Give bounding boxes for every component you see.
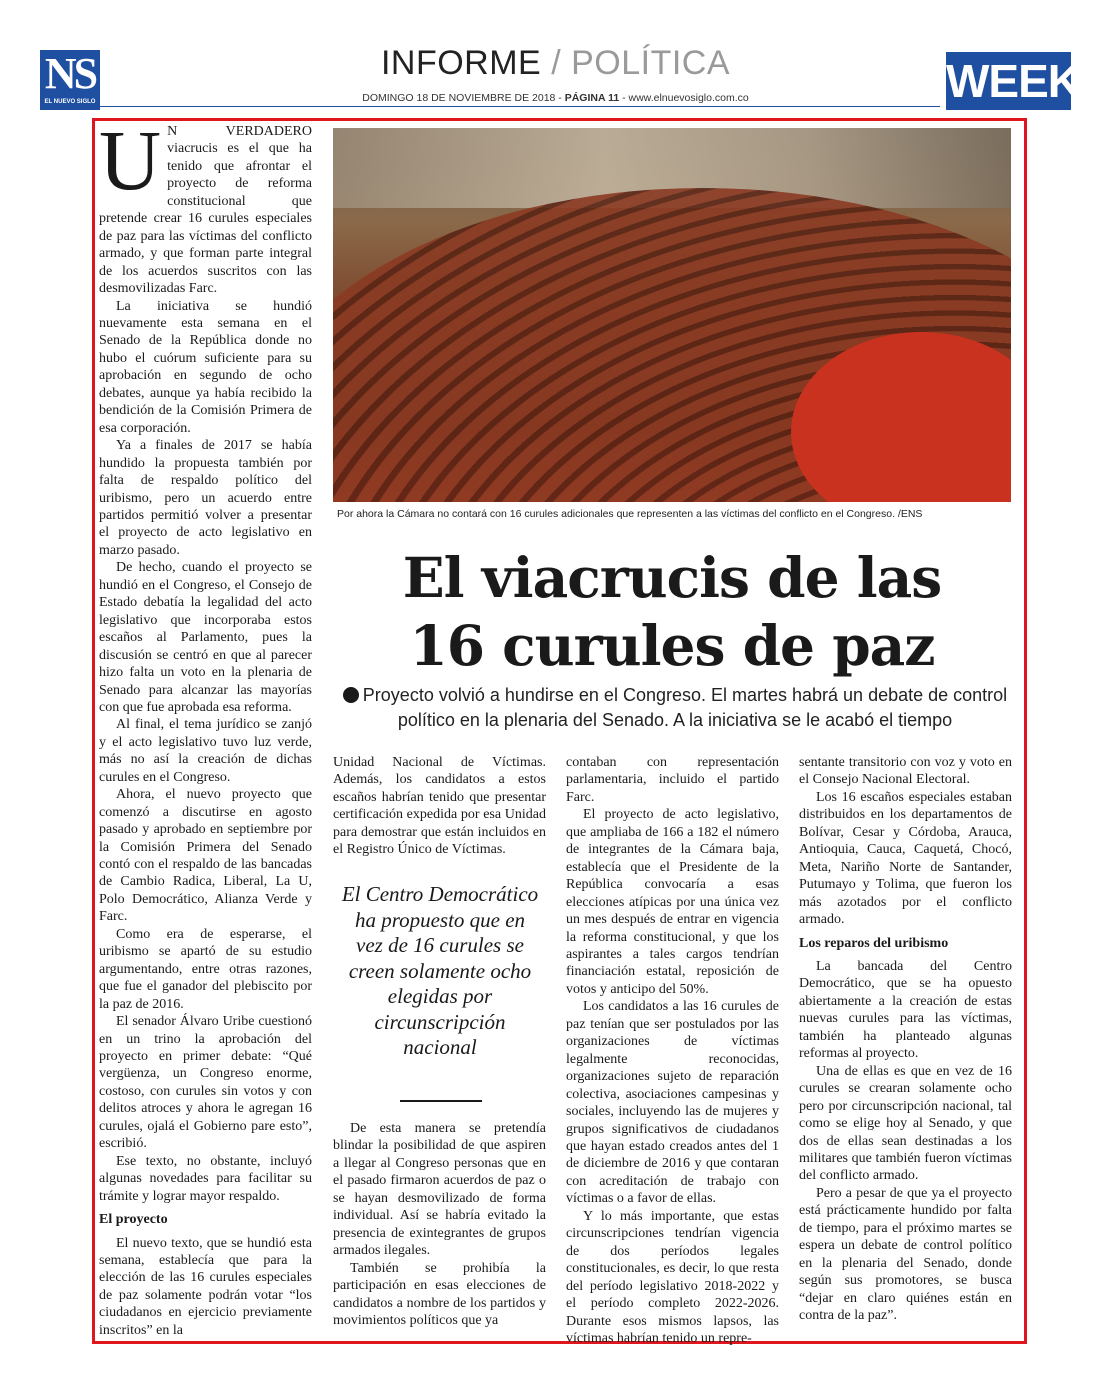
- congress-photo: [333, 128, 1011, 502]
- paragraph: Los candidatos a las 16 curules de paz tenían que ser postulados por las organizaciones de víctimas legalmente reconocidas, organizaciones sujeto de reparación colectiva, asociaciones campesinas y sociales, incluyendo las de mujeres y grupos significativos de ciudadanos que hayan estado creados antes del 1 de diciembre de 2016 y que contaran con acreditación de trabajo con víctimas o a favor de ellas.: [566, 999, 779, 1207]
- logo-letters: NS: [44, 49, 96, 98]
- article-column-3: [566, 754, 779, 1347]
- section-title: [0, 44, 1111, 83]
- paragraph: Y lo más importante, que estas circunscripciones tendrían vigencia de dos períodos legales constitucionales, es decir, lo que resta del período legislativo 2018-2022 y el período completo 2022-2026. Durante esos mismos lapsos, las víctimas habrían tenido un repre-: [566, 1208, 779, 1346]
- article-column-4: [799, 754, 1012, 1325]
- paragraph: También se prohibía la participación en esas elecciones de candidatos a nombre de los partidos y movimientos políticos que ya: [333, 1260, 546, 1328]
- subsection-name: POLÍTICA: [571, 44, 731, 82]
- paragraph: El proyecto de acto legislativo, que ampliaba de 166 a 182 el número de integrantes de la Cámara baja, establecía que el Presidente de la República convocaría a esas elecciones atípicas por una única vez un mes después de entrar en vigencia la reforma constitucional, y que los aspirantes a tales cargos tendrían financiación estatal, reposición de votos y anticipo del 50%.: [566, 807, 779, 997]
- article-column-2-lower: [333, 1120, 546, 1329]
- paragraph: De hecho, cuando el proyecto se hundió en el Congreso, el Consejo de Estado debatía la legalidad del acto legislativo que incorporaba estos escaños al Parlamento, pues la discusión se centró en que al parecer hizo falta un voto en la plenaria de Senado para alcanzar las mayorías con que fue aprobada esa reforma.: [99, 560, 312, 715]
- paragraph: De esta manera se pretendía blindar la posibilidad de que aspiren a llegar al Congreso personas que en el pasado firmaron acuerdos de paz o se hayan desmovilizado de forma individual. Así se habría evitado la presencia de exintegrantes de grupos armados ilegales.: [333, 1121, 546, 1259]
- paragraph: Como era de esperarse, el uribismo se apartó de su estudio argumentando, entre otras razones, que fue el ganador del plebiscito por la paz de 2016.: [99, 926, 312, 1012]
- paragraph: El nuevo texto, que se hundió esta semana, establecía que para la elección de las 16 curules especiales de paz solamente podrán votar “los ciudadanos en ejercicio previamente inscritos” en la: [99, 1235, 312, 1338]
- logo-subtext: EL NUEVO SIGLO: [44, 99, 96, 105]
- photo-caption: Por ahora la Cámara no contará con 16 curules adicionales que representen a las víctimas del conflicto en el Congreso. /ENS: [337, 508, 923, 520]
- page-number: PÁGINA 11: [564, 92, 620, 104]
- paragraph: Ahora, el nuevo proyecto que comenzó a discutirse en agosto pasado y aprobado en septiembre por la Comisión Primera del Senado contó con el respaldo de las bancadas de Cambio Radica, Liberal, La U, Polo Democrático, Alianza Verde y Farc.: [99, 787, 312, 925]
- article-column-1: [99, 112, 312, 1339]
- bullet-icon: [343, 687, 359, 703]
- paragraph: La iniciativa se hundió nuevamente esta semana en el Senado de la República donde no hubo el cuórum suficiente para su aprobación en segundo de ocho debates, aunque ya había recibido la bendición de la Comisión Primera de esa corporación.: [99, 298, 312, 436]
- drop-cap: U: [99, 112, 162, 208]
- paragraph: Al final, el tema jurídico se zanjó y el acto legislativo tuvo luz verde, más no así la creación de dichas curules en el Congreso.: [99, 717, 312, 785]
- paragraph: El senador Álvaro Uribe cuestionó en un trino la aprobación del proyecto en primer debate: “Qué vergüenza, un Congreso enorme, costoso, con curules sin votos y con delitos atroces y ahora le agregan 16 curules, ojalá el Gobierno pare esto”, escribió.: [99, 1014, 312, 1152]
- paragraph: Pero a pesar de que ya el proyecto está prácticamente hundido por falta de tiempo, para el próximo martes se espera un debate de control político en la plenaria del Senado, donde según sus promotores, se busca “dejar en claro quiénes están en contra de la paz”.: [799, 1185, 1012, 1324]
- paragraph: Unidad Nacional de Víctimas. Además, los candidatos a estos escaños habrían tenido que presentar certificación expedida por esa Unidad para demostrar que están incluidos en el Registro Único de Víctimas.: [333, 755, 546, 858]
- week-badge: WEEK: [946, 52, 1071, 110]
- paragraph: Ese texto, no obstante, incluyó algunas novedades para facilitar su trámite y lograr mayor respaldo.: [99, 1153, 312, 1204]
- dateline: [0, 92, 1111, 104]
- paragraph: Los 16 escaños especiales estaban distribuidos en los departamentos de Bolívar, Cesar y Córdoba, Arauca, Antioquia, Cauca, Caquetá, Chocó, Meta, Nariño Norte de Santander, Putumayo y Tolima, que fueron los más azotados por el conflicto armado.: [799, 789, 1012, 928]
- headline-line-1: El viacrucis de las: [402, 545, 942, 610]
- website-link[interactable]: - www.elnuevosiglo.com.co: [619, 92, 749, 104]
- section-name: INFORME: [380, 44, 542, 82]
- subhead-el-proyecto: El proyecto: [99, 1212, 168, 1228]
- lead-text: N VERDADERO viacrucis es el que ha tenido que afrontar el proyecto de reforma constitucional que pretende crear 16 curules especiales de paz para las víctimas del conflicto armado, y que forman parte integral de los acuerdos suscritos con las desmovilizadas Farc.: [99, 124, 312, 297]
- lead-paragraph: [99, 112, 312, 298]
- paragraph: Una de ellas es que en vez de 16 curules se crearan solamente ocho pero por circunscripción nacional, tal como se elige hoy al Senado, y que dos de ellas sean destinadas a los militares que también fueron víctimas del conflicto armado.: [799, 1063, 1012, 1184]
- header-divider: [100, 106, 940, 107]
- article-deck: [336, 683, 1014, 733]
- date-text: DOMINGO 18 DE NOVIEMBRE DE 2018 -: [362, 92, 565, 104]
- paragraph: Ya a finales de 2017 se había hundido la propuesta también por falta de respaldo político del uribismo, pero un acuerdo entre partidos permitió volver a presentar el proyecto de acto legislativo en marzo pasado.: [99, 438, 312, 558]
- subhead-reparos-uribismo: Los reparos del uribismo: [799, 935, 949, 951]
- headline-line-2: 16 curules de paz: [409, 613, 935, 678]
- paragraph: sentante transitorio con voz y voto en el Consejo Nacional Electoral.: [799, 755, 1012, 788]
- deck-text: Proyecto volvió a hundirse en el Congreso. El martes habrá un debate de control político en la plenaria del Senado. A la iniciativa se le acabó el tiempo: [362, 685, 1008, 730]
- paragraph: contaban con representación parlamentaria, incluido el partido Farc.: [566, 755, 779, 805]
- article-column-2: [333, 754, 546, 859]
- paragraph: La bancada del Centro Democrático, que se ha opuesto abiertamente a la creación de estas nuevas curules para las víctimas, también ha planteado algunas reformas al proyecto.: [799, 958, 1012, 1062]
- pull-quote: El Centro Democrático ha propuesto que en vez de 16 curules se creen solamente ocho elegidas por circunscripción nacional: [341, 882, 539, 1059]
- pull-quote-rule: [400, 1100, 482, 1102]
- article-headline: [333, 544, 1011, 680]
- section-separator: /: [541, 44, 572, 82]
